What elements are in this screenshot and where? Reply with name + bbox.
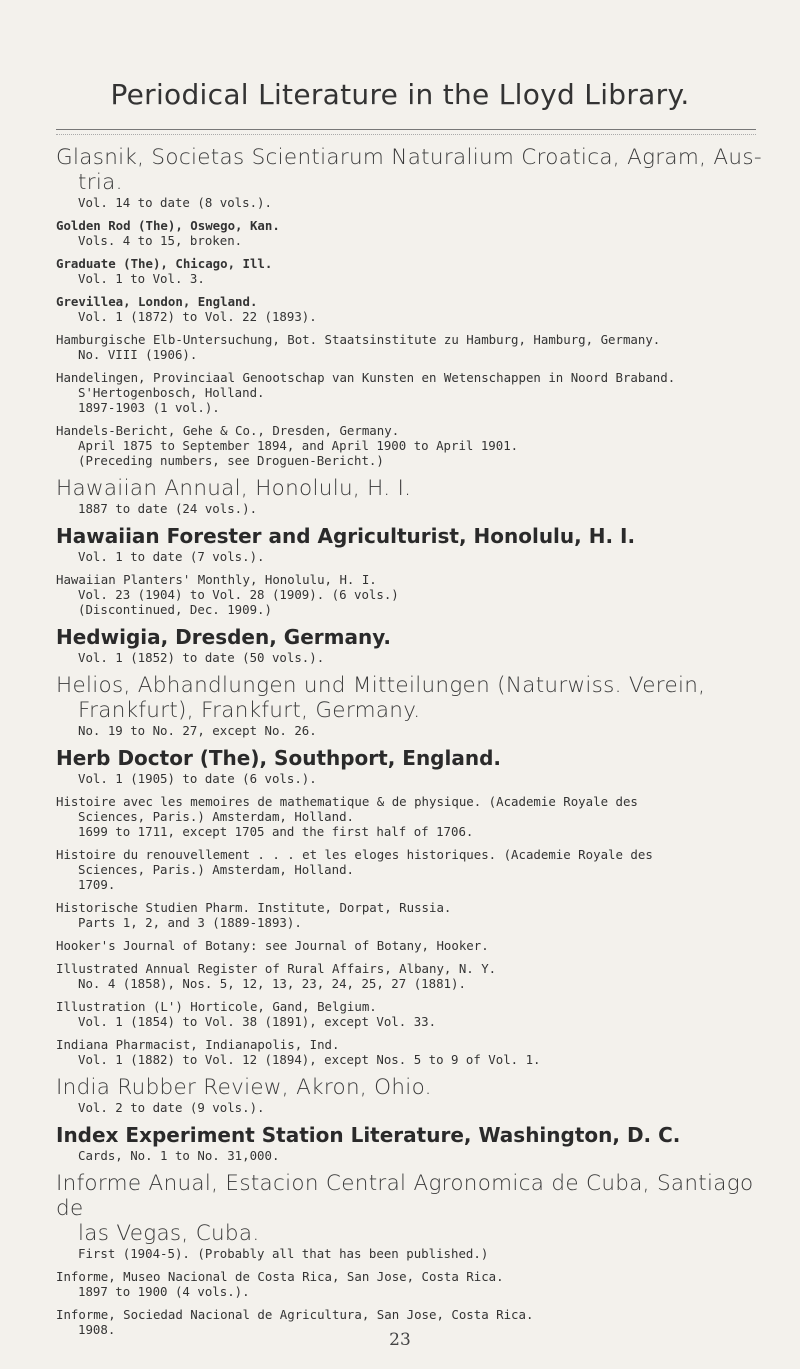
list-item [56, 476, 768, 516]
entry-list [56, 145, 768, 1345]
entry-title: Index Experiment Station Literature, Washington, D. C. [56, 1123, 681, 1147]
entry-detail: Vol. 2 to date (9 vols.). [78, 1100, 265, 1115]
entry-title: Hawaiian Forester and Agriculturist, Honolulu, H. I. [56, 524, 636, 548]
list-item [56, 218, 768, 248]
entry-detail: 1897-1903 (1 vol.). [78, 400, 220, 415]
entry-detail: Vol. 1 (1882) to Vol. 12 (1894), except Nos. 5 to 9 of Vol. 1. [78, 1052, 541, 1067]
list-item [56, 1171, 768, 1261]
entry-detail: (Discontinued, Dec. 1909.) [78, 602, 272, 617]
list-item [56, 794, 768, 839]
entry-detail: Vol. 1 to date (7 vols.). [78, 549, 265, 564]
header-rule-dotted [56, 134, 756, 135]
entry-title-cont: S'Hertogenbosch, Holland. [78, 385, 265, 400]
entry-detail: Vols. 4 to 15, broken. [78, 233, 243, 248]
entry-detail: Cards, No. 1 to No. 31,000. [78, 1148, 280, 1163]
list-item [56, 294, 768, 324]
list-item [56, 746, 768, 786]
entry-title: India Rubber Review, Akron, Ohio. [56, 1075, 432, 1100]
entry-detail: No. VIII (1906). [78, 347, 198, 362]
entry-detail: 1897 to 1900 (4 vols.). [78, 1284, 250, 1299]
entry-detail: No. 19 to No. 27, except No. 26. [78, 723, 317, 738]
entry-detail: No. 4 (1858), Nos. 5, 12, 13, 23, 24, 25, 27 (1881). [78, 976, 466, 991]
entry-title: Herb Doctor (The), Southport, England. [56, 746, 501, 770]
entry-title: Historische Studien Pharm. Institute, Dorpat, Russia. [56, 900, 452, 915]
list-item [56, 625, 768, 665]
entry-detail: Vol. 1 (1872) to Vol. 22 (1893). [78, 309, 317, 324]
entry-title-cont: las Vegas, Cuba. [78, 1221, 260, 1246]
entry-detail: Vol. 1 (1854) to Vol. 38 (1891), except Vol. 33. [78, 1014, 437, 1029]
entry-detail: Vol. 1 (1852) to date (50 vols.). [78, 650, 325, 665]
list-item [56, 900, 768, 930]
entry-detail: (Preceding numbers, see Droguen-Bericht.) [78, 453, 384, 468]
list-item [56, 999, 768, 1029]
list-item [56, 961, 768, 991]
list-item [56, 145, 768, 210]
page-title: Periodical Literature in the Lloyd Library. [110, 78, 690, 111]
entry-title: Histoire avec les memoires de mathematique & de physique. (Academie Royale des [56, 794, 638, 809]
entry-title: Handelingen, Provinciaal Genootschap van Kunsten en Wetenschappen in Noord Braband. [56, 370, 676, 385]
entry-detail: 1908. [78, 1322, 116, 1337]
entry-title-cont: Sciences, Paris.) Amsterdam, Holland. [78, 809, 355, 824]
entry-title: Helios, Abhandlungen und Mitteilungen (Naturwiss. Verein, [56, 673, 706, 698]
entry-title: Handels-Bericht, Gehe & Co., Dresden, Germany. [56, 423, 400, 438]
list-item [56, 847, 768, 892]
entry-detail: Vol. 23 (1904) to Vol. 28 (1909). (6 vols.) [78, 587, 399, 602]
entry-title: Indiana Pharmacist, Indianapolis, Ind. [56, 1037, 340, 1052]
list-item [56, 332, 768, 362]
entry-title: Illustrated Annual Register of Rural Affairs, Albany, N. Y. [56, 961, 497, 976]
entry-detail: Vol. 1 to Vol. 3. [78, 271, 205, 286]
list-item [56, 1269, 768, 1299]
entry-detail: Vol. 1 (1905) to date (6 vols.). [78, 771, 317, 786]
header-rule [56, 129, 756, 130]
entry-title-cont: Frankfurt), Frankfurt, Germany. [78, 698, 421, 723]
list-item [56, 256, 768, 286]
entry-title: Histoire du renouvellement . . . et les eloges historiques. (Academie Royale des [56, 847, 653, 862]
list-item [56, 1123, 768, 1163]
entry-detail: Vol. 14 to date (8 vols.). [78, 195, 272, 210]
entry-title: Hamburgische Elb-Untersuchung, Bot. Staatsinstitute zu Hamburg, Hamburg, Germany. [56, 332, 661, 347]
entry-detail: First (1904-5). (Probably all that has been published.) [78, 1246, 489, 1261]
entry-detail: 1699 to 1711, except 1705 and the first half of 1706. [78, 824, 474, 839]
list-item [56, 572, 768, 617]
entry-title: Informe, Museo Nacional de Costa Rica, San Jose, Costa Rica. [56, 1269, 504, 1284]
entry-title: Hawaiian Planters' Monthly, Honolulu, H. I. [56, 572, 377, 587]
entry-detail: 1887 to date (24 vols.). [78, 501, 258, 516]
entry-title: Informe, Sociedad Nacional de Agricultura, San Jose, Costa Rica. [56, 1307, 534, 1322]
entry-title: Graduate (The), Chicago, Ill. [56, 256, 273, 271]
entry-title: Hooker's Journal of Botany: see Journal of Botany, Hooker. [56, 938, 489, 953]
list-item [56, 673, 768, 738]
entry-title-cont: Sciences, Paris.) Amsterdam, Holland. [78, 862, 355, 877]
list-item [56, 1037, 768, 1067]
page-number: 23 [389, 1330, 411, 1350]
entry-detail: 1709. [78, 877, 116, 892]
entry-title: Illustration (L') Horticole, Gand, Belgium. [56, 999, 377, 1014]
entry-title: Golden Rod (The), Oswego, Kan. [56, 218, 280, 233]
entry-detail: April 1875 to September 1894, and April 1900 to April 1901. [78, 438, 519, 453]
entry-title: Grevillea, London, England. [56, 294, 258, 309]
list-item [56, 938, 768, 953]
entry-title-cont: tria. [78, 170, 123, 195]
list-item [56, 370, 768, 415]
list-item [56, 524, 768, 564]
list-item [56, 1075, 768, 1115]
entry-detail: Parts 1, 2, and 3 (1889-1893). [78, 915, 302, 930]
entry-title: Glasnik, Societas Scientiarum Naturalium Croatica, Agram, Aus- [56, 145, 762, 170]
list-item [56, 423, 768, 468]
entry-title: Hawaiian Annual, Honolulu, H. I. [56, 476, 412, 501]
entry-title: Hedwigia, Dresden, Germany. [56, 625, 392, 649]
entry-title: Informe Anual, Estacion Central Agronomica de Cuba, Santiago de [56, 1171, 754, 1221]
